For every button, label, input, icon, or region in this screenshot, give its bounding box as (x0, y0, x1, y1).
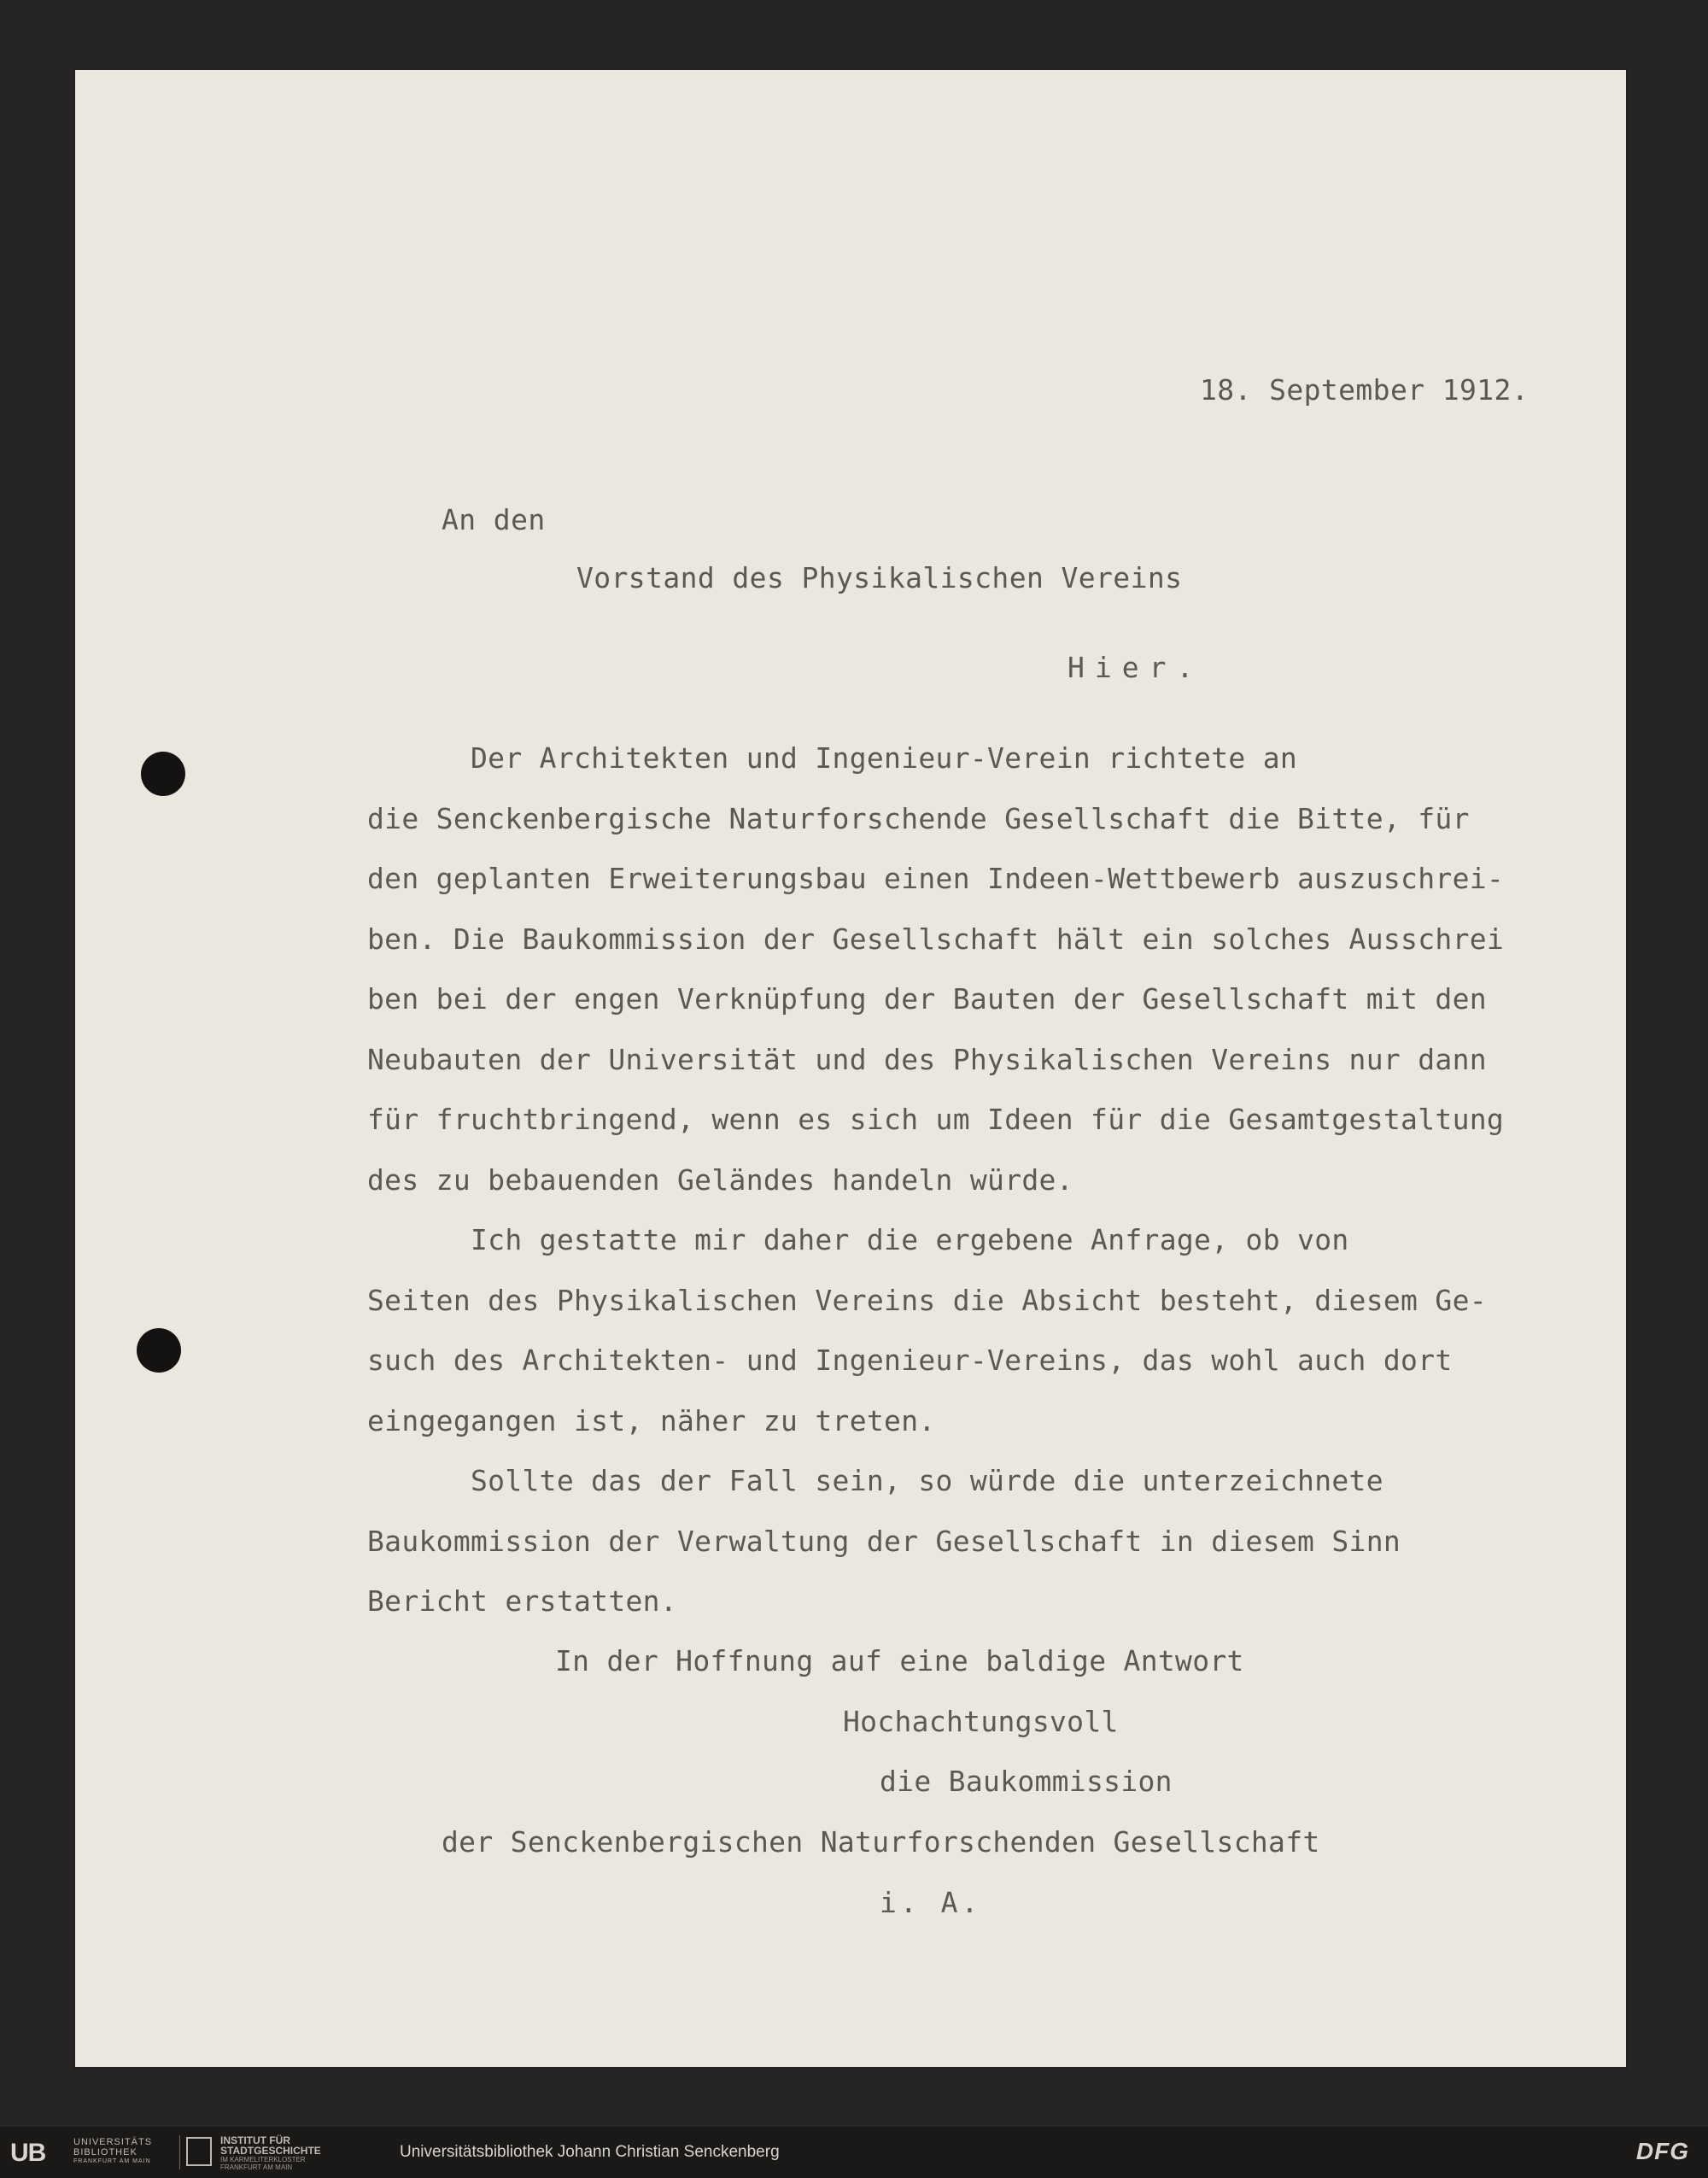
footer-bar (0, 2127, 1708, 2178)
ub-logo-line-3: FRANKFURT AM MAIN (73, 2158, 151, 2164)
isg-line-2: STADTGESCHICHTE (220, 2145, 321, 2157)
recipient-line-1: An den (442, 503, 546, 536)
dfg-logo: DFG (1635, 2138, 1689, 2164)
recipient-line-3: Hier. (1068, 651, 1204, 684)
ub-logo-text (73, 2137, 152, 2165)
punch-hole-bottom (137, 1328, 181, 1373)
isg-logo-icon (186, 2137, 212, 2166)
institution-name: Universitätsbibliothek Johann Christian Senckenberg (400, 2143, 780, 2161)
signatory-line-1: die Baukommission (880, 1765, 1173, 1798)
ub-logo: UB (10, 2139, 46, 2167)
body-line: ben bei der engen Verknüpfung der Bauten der Gesellschaft mit den (367, 982, 1487, 1016)
body-line: Baukommission der Verwaltung der Gesellschaft in diesem Sinn (367, 1524, 1401, 1558)
body-line: Sollte das der Fall sein, so würde die unterzeichnete (367, 1464, 1383, 1497)
isg-sub-1: IM KARMELITERKLOSTER (220, 2156, 306, 2163)
body-line: eingegangen ist, näher zu treten. (367, 1403, 936, 1437)
isg-line-1: INSTITUT FÜR (220, 2134, 290, 2146)
closing-line-hope: In der Hoffnung auf eine baldige Antwort (555, 1644, 1244, 1677)
body-line: die Senckenbergische Naturforschende Gesellschaft die Bitte, für (367, 801, 1470, 835)
signatory-line-2: der Senckenbergischen Naturforschenden Gesellschaft (442, 1825, 1320, 1859)
signatory-line-3: i. A. (880, 1886, 982, 1919)
isg-sub-2: FRANKFURT AM MAIN (220, 2163, 293, 2171)
body-line: für fruchtbringend, wenn es sich um Ideen für die Gesamtgestaltung (367, 1103, 1505, 1136)
body-line: Neubauten der Universität und des Physikalischen Vereins nur dann (367, 1042, 1487, 1076)
body-line: ben. Die Baukommission der Gesellschaft hält ein solches Ausschrei (367, 922, 1505, 956)
body-line: den geplanten Erweiterungsbau einen Indeen-Wettbewerb auszuschrei- (367, 862, 1505, 895)
isg-logo-subtext (220, 2156, 306, 2171)
body-line: Der Architekten und Ingenieur-Verein richtete an (367, 741, 1298, 775)
punch-hole-top (141, 752, 185, 796)
recipient-line-2: Vorstand des Physikalischen Vereins (576, 561, 1183, 594)
body-line: Ich gestatte mir daher die ergebene Anfrage, ob von (367, 1223, 1349, 1256)
body-line: Bericht erstatten. (367, 1584, 678, 1618)
footer-divider (179, 2135, 180, 2169)
body-line: Seiten des Physikalischen Vereins die Absicht besteht, diesem Ge- (367, 1283, 1487, 1317)
isg-logo-text (220, 2135, 321, 2156)
closing-line-regards: Hochachtungsvoll (843, 1705, 1119, 1738)
letter-body (367, 741, 1631, 1645)
ub-logo-line-2: BIBLIOTHEK (73, 2147, 137, 2158)
ub-logo-line-1: UNIVERSITÄTS (73, 2137, 153, 2147)
body-line: such des Architekten- und Ingenieur-Vereins, das wohl auch dort (367, 1344, 1453, 1377)
body-line: des zu bebauenden Geländes handeln würde. (367, 1162, 1073, 1197)
letter-date: 18. September 1912. (1200, 373, 1530, 407)
